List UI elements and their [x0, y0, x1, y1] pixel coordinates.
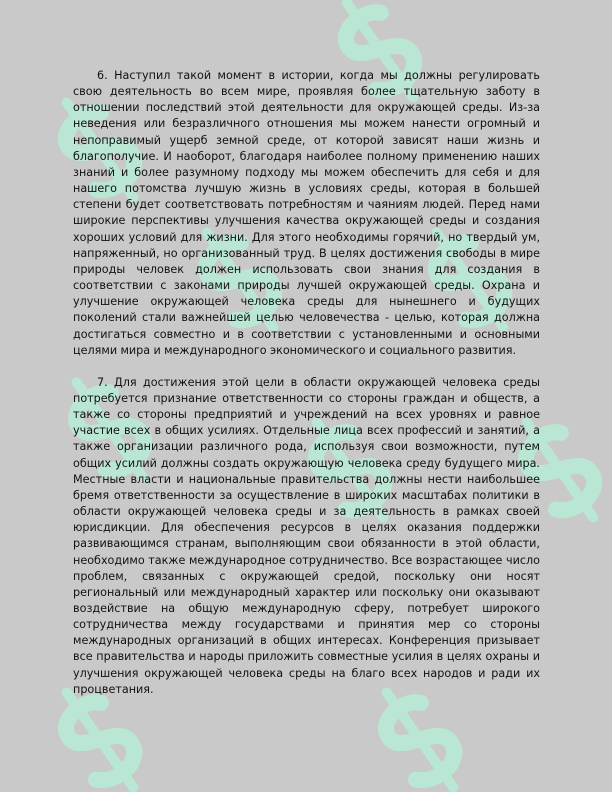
paragraph-6: 6. Наступил такой момент в истории, когда мы должны регулировать свою деятельность во всем мире, проявляя более тщательную заботу в отношении последствий этой деятельности для окружающей среды. Из-за неведения или безразличного отношения мы можем нанести огромный и непоправимый ущерб земной среде, от которой зависят наши жизнь и благополучие. И наоборот, благодаря наиболее полному применению наших знаний и более разумному подходу мы можем обеспечить для себя и для нашего потомства лучшую жизнь в условиях среды, которая в большей степени будет соответствовать потребностям и чаяниям людей. Перед нами широкие перспективы улучшения качества окружающей среды и создания хороших условий для жизни. Для этого необходимы горячий, но твердый ум, напряженный, но организованный труд. В целях достижения свободы в мире природы человек должен использовать свои знания для создания в соответствии с законами природы лучшей окружающей среды. Охрана и улучшение окружающей человека среды для нынешнего и будущих поколений стали важнейшей целью человечества - целью, которая должна достигаться совместно и в соответствии с установленными и основными целями мира и международного экономического и социального развития.	[73, 69, 540, 357]
document-body	[73, 68, 540, 698]
paragraph-7: 7. Для достижения этой цели в области окружающей человека среды потребуется признание ответственности со стороны граждан и обществ, а также со стороны предприятий и учреждений на всех уровнях и равное участие всех в общих усилиях. Отдельные лица всех профессий и занятий, а также организации различного рода, используя свои возможности, путем общих усилий должны создать окружающую человека среду будущего мира. Местные власти и национальные правительства должны нести наибольшее бремя ответственности за осуществление в широких масштабах политики в области окружающей человека среды и за деятельность в рамках своей юрисдикции. Для обеспечения ресурсов в целях оказания поддержки развивающимся странам, выполняющим свои обязанности в этой области, необходимо также международное сотрудничество. Все возрастающее число проблем, связанных с окружающей средой, поскольку они носят региональный или международный характер или поскольку они оказывают воздействие на общую международную сферу, потребует широкого сотрудничества между государствами и принятия мер со стороны международных организаций в общих интересах. Конференция призывает все правительства и народы приложить совместные усилия в целях охраны и улучшения окружающей человека среды на благо всех народов и ради их процветания.	[73, 375, 540, 696]
